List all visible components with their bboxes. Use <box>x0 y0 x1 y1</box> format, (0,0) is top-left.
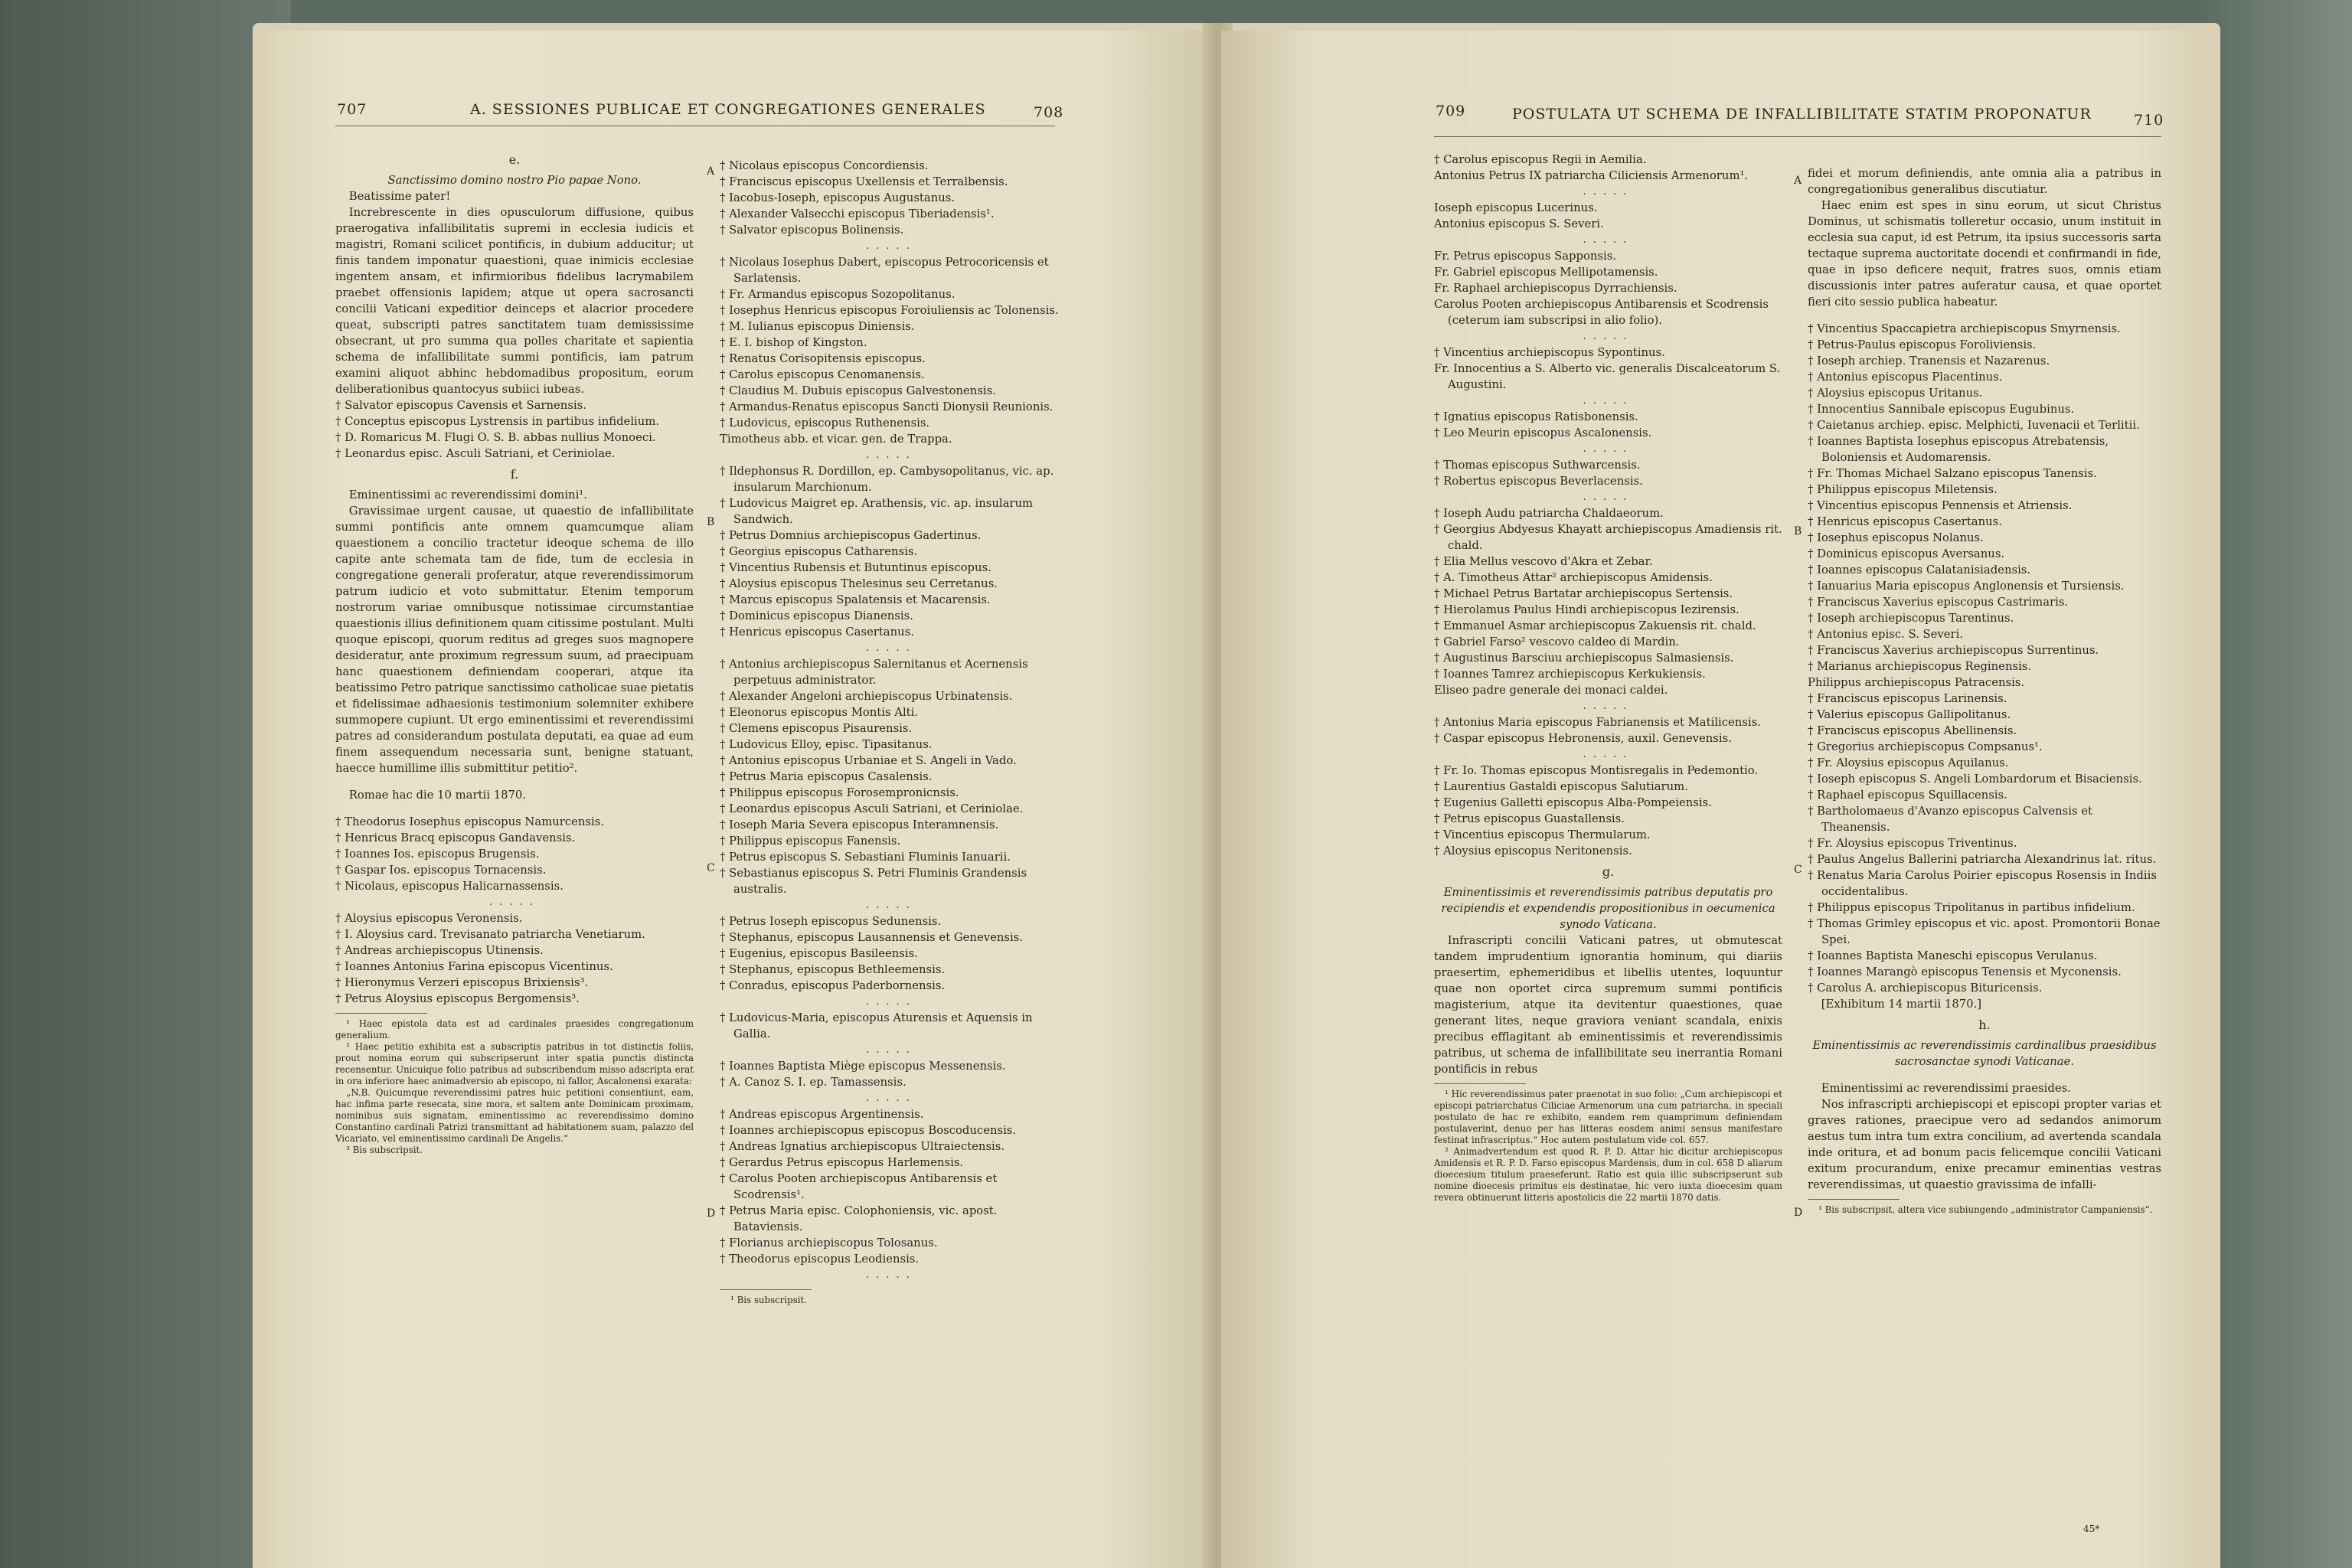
signer: † Ludovicus, episcopus Ruthenensis. <box>720 416 930 430</box>
desk-background-right <box>2207 0 2352 1568</box>
margin-mark: B <box>707 516 715 528</box>
salutation: Eminentissimi ac reverendissimi domini¹. <box>348 488 587 501</box>
signer: Carolus Pooten archiepiscopus Antibarensis et Scodrensis (ceterum iam subscripsi in alio folio). <box>1434 298 1769 327</box>
signer: † Ioseph Audu patriarcha Chaldaeorum. <box>1434 507 1664 520</box>
separator-dots: ..... <box>866 1093 916 1104</box>
signer: † Andreas Ignatius archiepiscopus Ultraiectensis. <box>720 1140 1005 1153</box>
footnote-rule <box>1808 1199 1900 1200</box>
signer: † Leonardus episcopus Asculi Satriani, et Ceriniolae. <box>720 802 1024 815</box>
column-709 <box>1434 152 1782 1204</box>
signer: † Aloysius episcopus Uritanus. <box>1808 387 1983 400</box>
signer: † Henricus episcopus Casertanus. <box>720 626 914 639</box>
separator-dots: ..... <box>1583 234 1634 246</box>
signer: † Florianus archiepiscopus Tolosanus. <box>720 1236 938 1250</box>
signer: † Ioannes episcopus Calatanisiadensis. <box>1808 564 2031 577</box>
signer: † Petrus episcopus S. Sebastiani Fluminis Ianuarii. <box>720 851 1011 864</box>
signer: † Aloysius episcopus Neritonensis. <box>1434 844 1632 858</box>
footnote: ² Animadvertendum est quod R. P. D. Attar hic dicitur archiepiscopus Amidensis et R. P. D. Farso episcopus Mardensis, dum in col. 658 D aliarum dioecesium titulum praeseferunt. Ratio est quia illic subscripserunt sub nomine dioecesis primitus eis destinatae, hic vero iuxta dioecesim quam revera obtinuerunt litteris apostolicis die 22 martii 1870 datis. <box>1434 1146 1782 1203</box>
signer: † Eugenius Galletti episcopus Alba-Pompeiensis. <box>1434 796 1712 809</box>
footnote: „N.B. Quicumque reverendissimi patres huic petitioni consentiunt, eam, hac infima parte resecata, sine mora, et saltem ante Dominicam proximam, nominibus suis signatam, eminentissimo ac reverendissimo domino Constantino cardinali Patrizi transmittant ad habitationem suam, palazzo del Vicariato, vel eminentissimo cardinali De Angelis.“ <box>335 1087 694 1144</box>
signer: † M. Iulianus episcopus Diniensis. <box>720 320 915 333</box>
signer: † E. I. bishop of Kingston. <box>720 336 867 349</box>
signer: † Valerius episcopus Gallipolitanus. <box>1808 708 2011 721</box>
signer: † Conceptus episcopus Lystrensis in partibus infidelium. <box>335 415 660 428</box>
separator-dots: ..... <box>1583 443 1634 455</box>
signer: † Iosephus episcopus Nolanus. <box>1808 531 1984 544</box>
signer: † Fr. Thomas Michael Salzano episcopus Tanensis. <box>1808 467 2097 480</box>
signer: † Eleonorus episcopus Montis Alti. <box>720 706 919 719</box>
signer: Antonius Petrus IX patriarcha Ciliciensis Armenorum¹. <box>1434 169 1749 182</box>
signer: † Ioseph archiep. Tranensis et Nazarenus. <box>1808 354 2050 368</box>
open-book <box>253 23 2220 1568</box>
signer: † Bartholomaeus d'Avanzo episcopus Calvensis et Theanensis. <box>1808 805 2092 834</box>
signer: † Caietanus archiep. episc. Melphicti, Iuvenacii et Terlitii. <box>1808 419 2140 432</box>
signer: † Philippus episcopus Forosempronicnsis. <box>720 786 959 799</box>
signer: Timotheus abb. et vicar. gen. de Trappa. <box>720 433 952 446</box>
footnote-rule <box>720 1289 812 1290</box>
signer: † Renatus Corisopitensis episcopus. <box>720 352 926 365</box>
signer: † Petrus episcopus Guastallensis. <box>1434 812 1625 825</box>
signer: † Caspar episcopus Hebronensis, auxil. Genevensis. <box>1434 732 1732 745</box>
signer: † Ioseph Maria Severa episcopus Interamnensis. <box>720 818 999 831</box>
signer: † Vincentius episcopus Pennensis et Atriensis. <box>1808 499 2073 512</box>
margin-mark: D <box>707 1207 716 1220</box>
signer: † Petrus Maria episcopus Casalensis. <box>720 770 933 783</box>
separator-dots: ..... <box>1583 492 1634 503</box>
signer: † Petrus Maria episc. Colophoniensis, vic. apost. Bataviensis. <box>720 1204 998 1233</box>
signer: Fr. Petrus episcopus Sapponsis. <box>1434 250 1617 263</box>
footnote: ³ Bis subscripsit. <box>346 1145 423 1155</box>
left-page-number-outer: 707 <box>337 101 368 118</box>
signer: † Ioannes Baptista Maneschi episcopus Verulanus. <box>1808 949 2098 962</box>
signer: † Nicolaus episcopus Concordiensis. <box>720 159 929 172</box>
signer: † Carolus episcopus Regii in Aemilia. <box>1434 153 1647 166</box>
separator-dots: ..... <box>1583 395 1634 407</box>
signer: † Petrus Domnius archiepiscopus Gadertinus. <box>720 529 982 542</box>
signer: † Ioannes Antonius Farina episcopus Vicentinus. <box>335 960 613 973</box>
signer: † Ignatius episcopus Ratisbonensis. <box>1434 410 1638 423</box>
signer: † Vincentius episcopus Thermularum. <box>1434 828 1651 841</box>
separator-dots: ..... <box>866 1269 916 1281</box>
salutation: Beatissime pater! <box>348 190 451 203</box>
signer: † Franciscus Xaverius archiepiscopus Surrentinus. <box>1808 644 2099 657</box>
signer: † Antonius archiepiscopus Salernitanus et Acernensis perpetuus administrator. <box>720 658 1028 687</box>
signer: † Dominicus episcopus Dianensis. <box>720 609 913 622</box>
separator-dots: ..... <box>866 1044 916 1056</box>
signer: † Henricus Bracq episcopus Gandavensis. <box>335 831 576 844</box>
salutation: Eminentissimi ac reverendissimi praesides. <box>1821 1082 2071 1095</box>
signer: † Petrus-Paulus episcopus Foroliviensis. <box>1808 338 2037 351</box>
signer: † Philippus episcopus Tripolitanus in partibus infidelium. <box>1808 901 2135 914</box>
signer: Philippus archiepiscopus Patracensis. <box>1808 676 2025 689</box>
column-708 <box>720 158 1063 1306</box>
signer: † Eugenius, episcopus Basileensis. <box>720 947 918 960</box>
signer: † Carolus episcopus Cenomanensis. <box>720 368 925 381</box>
signer: † Ioannes Ios. episcopus Brugensis. <box>335 848 540 861</box>
signer: † Iacobus-Ioseph, episcopus Augustanus. <box>720 191 956 204</box>
right-running-title: POSTULATA UT SCHEMA DE INFALLIBILITATE STATIM PROPONATUR <box>1512 106 2092 122</box>
signer: Fr. Gabriel episcopus Mellipotamensis. <box>1434 266 1658 279</box>
date-line: Romae hac die 10 martii 1870. <box>348 789 527 802</box>
signer: † Petrus Ioseph episcopus Sedunensis. <box>720 915 942 928</box>
desk-background-left <box>0 0 291 1568</box>
signer: † Robertus episcopus Beverlacensis. <box>1434 475 1643 488</box>
left-running-title: A. SESSIONES PUBLICAE ET CONGREGATIONES GENERALES <box>470 101 986 118</box>
signer: † Antonius episcopus Urbaniae et S. Angeli in Vado. <box>720 754 1017 767</box>
separator-dots: ..... <box>1583 749 1634 760</box>
signer: † Franciscus episcopus Uxellensis et Terralbensis. <box>720 175 1008 188</box>
signer: † Renatus Maria Carolus Poirier episcopus Rosensis in Indiis occidentalibus. <box>1808 869 2157 898</box>
signer: † Nicolaus, episcopus Halicarnassensis. <box>335 880 564 893</box>
left-page-number-inner: 708 <box>1034 104 1064 121</box>
signer: † Gregorius archiepiscopus Compsanus¹. <box>1808 740 2043 753</box>
signer: † Innocentius Sannibale episcopus Eugubinus. <box>1808 403 2075 416</box>
signer: † Marcus episcopus Spalatensis et Macarensis. <box>720 593 991 606</box>
signer: † Claudius M. Dubuis episcopus Galvestonensis. <box>720 384 996 397</box>
signer: † Philippus episcopus Fanensis. <box>720 835 901 848</box>
petition-paragraph: Haec enim est spes in sinu eorum, ut sicut Christus Dominus, ut schismatis tolleretur occasio, unum instituit in ecclesia sua caput, id est Petrum, ita ipsius successoris sarta tectaque suprema auctoritate docendi et confirmandi in fide, quae in ipso deficere nequit, fratres suos, omnis etiam discussionis inter patres auferatur causa, et quae oportet fieri cito sessio publica habeatur. <box>1808 199 2161 309</box>
signer: † Andreas archiepiscopus Utinensis. <box>335 944 544 957</box>
margin-mark: C <box>707 862 715 874</box>
signer: Fr. Innocentius a S. Alberto vic. generalis Discalceatorum S. Augustini. <box>1434 362 1781 391</box>
signer: † Sebastianus episcopus S. Petri Fluminis Grandensis australis. <box>720 867 1027 896</box>
signer: † Emmanuel Asmar archiepiscopus Zakuensis rit. chald. <box>1434 619 1756 632</box>
signer: † Iosephus Henricus episcopus Foroiuliensis ac Tolonensis. <box>720 304 1059 317</box>
signer: † Ioannes Baptista Iosephus episcopus Atrebatensis, Boloniensis et Audomarensis. <box>1808 435 2109 464</box>
signer: † Carolus Pooten archiepiscopus Antibarensis et Scodrensis¹. <box>720 1172 998 1201</box>
signer: † Raphael episcopus Squillacensis. <box>1808 789 2007 802</box>
column-710 <box>1808 165 2161 1216</box>
signer-list <box>335 397 694 462</box>
signer: † Theodorus Iosephus episcopus Namurcensis. <box>335 815 605 828</box>
signer: † Ludovicus Maigret ep. Arathensis, vic. ap. insularum Sandwich. <box>720 497 1034 526</box>
section-heading-h: h. <box>1978 1018 1991 1032</box>
right-page <box>1221 31 2209 1568</box>
signer: † Vincentius Rubensis et Butuntinus episcopus. <box>720 561 991 574</box>
signer: † Stephanus, episcopus Lausannensis et Genevensis. <box>720 931 1023 944</box>
signer: † Georgius Abdyesus Khayatt archiepiscopus Amadiensis rit. chald. <box>1434 523 1782 552</box>
signer: † Thomas episcopus Suthwarcensis. <box>1434 459 1641 472</box>
signer: † Gaspar Ios. episcopus Tornacensis. <box>335 864 547 877</box>
signer: † Augustinus Barsciuu archiepiscopus Salmasiensis. <box>1434 652 1734 665</box>
signer: † Hierolamus Paulus Hindi archiepiscopus Iezirensis. <box>1434 603 1740 616</box>
signer: † Stephanus, episcopus Bethleemensis. <box>720 963 946 976</box>
signer: † Antonius episc. S. Severi. <box>1808 628 1964 641</box>
signer: † A. Timotheus Attar² archiepiscopus Amidensis. <box>1434 571 1713 584</box>
signer: † Alexander Angeloni archiepiscopus Urbinatensis. <box>720 690 1013 703</box>
signer: † Leo Meurin episcopus Ascalonensis. <box>1434 426 1652 439</box>
petition-paragraph: Gravissimae urgent causae, ut quaestio de infallibilitate summi pontificis ante omnem quamcumque aliam quaestionem a concilio tractetur ideoque schema de illo capite ante schemata tam de fide, tum de ecclesia in congregatione generali proferatur, atque reverendissimorum patrum iudicio et voto submittatur. Etenim temporum nostrorum variae omnibusque notissimae circumstantiae quaestionis illius definitionem quam citissime postulant. Multi quoque episcopi, quorum reditus ad greges suos magnopere desideratur, ante proximum regressum suum, ad praecipuam hanc quaestionem definiendam cooperari, atque ita beatissimo Petro patrique sanctissimo catholicae suae pietatis et fidelissimae adhaesionis testimonium solemniter exhibere summopere cupiunt. Ut ergo eminentissimi et reverendissimi patres ad considerandum postulata deputati, ea quae ad eum finem assequendum necessaria sunt, benigne statuant, haecce humillime illis submittitur petitio². <box>335 505 694 775</box>
right-page-number-inner: 709 <box>1436 103 1466 119</box>
exhibitum-note: [Exhibitum 14 martii 1870.] <box>1821 998 1982 1011</box>
petition-title: Eminentissimis ac reverendissimis cardinalibus praesidibus sacrosanctae synodi Vaticanae. <box>1812 1039 2157 1068</box>
signer: † Fr. Aloysius episcopus Aquilanus. <box>1808 756 2009 769</box>
footnote: ¹ Bis subscripsit, altera vice subiungendo „administrator Campaniensis“. <box>1818 1204 2153 1215</box>
signer: † Georgius episcopus Catharensis. <box>720 545 918 558</box>
signer: † Ioseph episcopus S. Angeli Lombardorum et Bisaciensis. <box>1808 773 2142 786</box>
signer: † Leonardus episc. Asculi Satriani, et Ceriniolae. <box>335 447 616 460</box>
right-page-number-outer: 710 <box>2134 112 2164 129</box>
signer: † Marianus archiepiscopus Reginensis. <box>1808 660 2032 673</box>
footnote-rule <box>335 1013 427 1014</box>
signer: † Paulus Angelus Ballerini patriarcha Alexandrinus lat. ritus. <box>1808 853 2157 866</box>
signer: † Dominicus episcopus Aversanus. <box>1808 547 2005 560</box>
margin-mark: B <box>1794 525 1802 537</box>
margin-mark: C <box>1794 864 1802 876</box>
signer: † Ianuarius Maria episcopus Anglonensis et Tursiensis. <box>1808 580 2125 593</box>
signer: † Aloysius episcopus Thelesinus seu Cerretanus. <box>720 577 998 590</box>
section-heading-e: e. <box>508 152 521 167</box>
separator-dots: ..... <box>866 900 916 911</box>
signer: † Michael Petrus Bartatar archiepiscopus Sertensis. <box>1434 587 1733 600</box>
signer: † Salvator episcopus Bolinensis. <box>720 224 904 237</box>
signer: † Andreas episcopus Argentinensis. <box>720 1108 924 1121</box>
petition-paragraph: Infrascripti concilii Vaticani patres, ut obmutescat tandem imprudentium ignorantia hominum, qui diariis praesertim, ephemeridibus et libellis utentes, loquuntur quae non oportet circa supremum summi pontificis magisterium, atque ita devitentur quaestiones, quae generant lites, neque graviora veniant scandala, enixis precibus efflagitant ab eminentissimis et reverendissimis patribus, ut schema de infallibilitate seu inerrantia Romani pontificis in rebus <box>1434 934 1782 1076</box>
petition-paragraph-continued: fidei et morum definiendis, ante omnia alia a patribus in congregationibus generalibus discutiatur. <box>1808 167 2161 196</box>
signer: † Elia Mellus vescovo d'Akra et Zebar. <box>1434 555 1653 568</box>
signer: † Armandus-Renatus episcopus Sancti Dionysii Reunionis. <box>720 400 1054 413</box>
signer: † Gabriel Farso² vescovo caldeo di Mardin. <box>1434 635 1680 648</box>
signer: † Fr. Armandus episcopus Sozopolitanus. <box>720 288 956 301</box>
signer: † Ioannes archiepiscopus episcopus Boscoducensis. <box>720 1124 1017 1137</box>
addressee: Sanctissimo domino nostro Pio papae Nono. <box>387 174 642 187</box>
separator-dots: ..... <box>866 240 916 252</box>
signer: † Gerardus Petrus episcopus Harlemensis. <box>720 1156 964 1169</box>
signer: † Carolus A. archiepiscopus Bituricensis. <box>1808 982 2043 995</box>
signer: † Petrus Aloysius episcopus Bergomensis³. <box>335 992 580 1005</box>
signer: † Ludovicus Elloy, episc. Tipasitanus. <box>720 738 933 751</box>
separator-dots: ..... <box>866 996 916 1008</box>
signer: † Alexander Valsecchi episcopus Tiberiadensis¹. <box>720 207 995 220</box>
signer: † Aloysius episcopus Veronensis. <box>335 912 523 925</box>
signer: † Vincentius archiepiscopus Sypontinus. <box>1434 346 1665 359</box>
petition-title: Eminentissimis et reverendissimis patribus deputatis pro recipiendis et expendendis propositionibus in oecumenica synodo Vaticana. <box>1441 886 1775 931</box>
signer: † I. Aloysius card. Trevisanato patriarcha Venetiarum. <box>335 928 645 941</box>
signer: † Fr. Aloysius episcopus Triventinus. <box>1808 837 2017 850</box>
signer: † Thomas Grimley episcopus et vic. apost. Promontorii Bonae Spei. <box>1808 917 2161 946</box>
signer: † Henricus episcopus Casertanus. <box>1808 515 2002 528</box>
separator-dots: ..... <box>866 642 916 654</box>
column-707 <box>335 147 694 1156</box>
signer: † Laurentius Gastaldi episcopus Salutiarum. <box>1434 780 1688 793</box>
footnote: ² Haec petitio exhibita est a subscriptis patribus in tot distinctis foliis, prout nomina eorum qui subscripserunt inter spatia punctis distincta recensentur. Unicuique folio patribus ad subscribendum misso adscripta erat in ora inferiore haec animadversio ab episcopo, ni fallor, Ascalonensi exarata: <box>335 1041 694 1086</box>
header-rule <box>1434 136 2161 137</box>
footnote: ¹ Haec epistola data est ad cardinales praesides congregationum generalium. <box>335 1018 694 1040</box>
signer: † Conradus, episcopus Paderbornensis. <box>720 979 946 992</box>
petition-paragraph: Nos infrascripti archiepiscopi et episcopi propter varias et graves rationes, praecipue vero ad sedandos animorum aestus tum intra tum extra concilium, ad avertenda scandala inde oritura, et ad bonum pacis felicemque concilii Vaticani exitum procurandum, enixe precamur eminentias vestras reverendissimas, ut quaestio gravissima de infalli- <box>1808 1098 2161 1191</box>
margin-mark: A <box>707 165 715 178</box>
signer: † Antonius episcopus Placentinus. <box>1808 371 2003 384</box>
signer: † Hieronymus Verzeri episcopus Brixiensis³. <box>335 976 589 989</box>
signer: † Clemens episcopus Pisaurensis. <box>720 722 913 735</box>
signer-list <box>335 814 694 894</box>
footnote: ¹ Hic reverendissimus pater praenotat in suo folio: „Cum archiepiscopi et episcopi patriarchatus Ciliciae Armenorum una cum patriarcha, in speciali postulato de hac re exhibito, eandem rem quamprimum definiendam postulaverint, denuo per has litteras eosdem animi sensus manifestare festinat infrascriptus.“ Hoc autem postulatum vide col. 657. <box>1434 1089 1782 1145</box>
signer: † Fr. Io. Thomas episcopus Montisregalis in Pedemontio. <box>1434 764 1759 777</box>
signer: † Ioannes Baptista Miège episcopus Messenensis. <box>720 1060 1006 1073</box>
separator-dots: ..... <box>1583 186 1634 198</box>
signer: † Ioannes Marangò episcopus Tenensis et Myconensis. <box>1808 965 2122 978</box>
signature-mark: 45* <box>2083 1524 2100 1534</box>
signer-list <box>335 910 694 1007</box>
section-heading-g: g. <box>1602 864 1615 879</box>
margin-mark: D <box>1794 1207 1803 1219</box>
section-heading-f: f. <box>510 467 519 482</box>
signer: † D. Romaricus M. Flugi O. S. B. abbas nullius Monoeci. <box>335 431 656 444</box>
signer: † Vincentius Spaccapietra archiepiscopus Smyrnensis. <box>1808 322 2121 335</box>
signer: † Ioseph archiepiscopus Tarentinus. <box>1808 612 2014 625</box>
signer: Ioseph episcopus Lucerinus. <box>1434 201 1598 214</box>
margin-mark: A <box>1794 175 1802 187</box>
left-page <box>268 31 1214 1568</box>
separator-dots: ..... <box>1583 331 1634 342</box>
signer: † Franciscus episcopus Larinensis. <box>1808 692 2007 705</box>
footnote: ¹ Bis subscripsit. <box>730 1295 808 1305</box>
separator-dots: ..... <box>489 897 540 908</box>
signer: † Ioannes Tamrez archiepiscopus Kerkukiensis. <box>1434 668 1706 681</box>
petition-paragraph: Increbrescente in dies opusculorum diffusione, quibus praerogativa infallibilitatis supremi in ecclesia iudicis et magistri, Romani scilicet pontificis, in dubium adducitur; ut finis tandem imponatur quaestioni, quae inimicis ecclesiae ingentem ansam, et infirmioribus fidelibus lacrymabilem praebet offensionis lapidem; atque ut opera sacrosancti concilii Vaticani expeditior deinceps et alacrior procedere queat, subscripti patres sanctitatem tuam demississime obsecrant, ut pro summa qua polles charitate et sapientia schema de infallibilitate summi pontificis, iam patrum examini aliquot abhinc hebdomadibus propositum, eorum deliberationibus quantocyus subiici iubeas. <box>335 206 694 396</box>
footnote-rule <box>1434 1083 1526 1084</box>
signer: † Franciscus episcopus Abellinensis. <box>1808 724 2017 737</box>
signer: † A. Canoz S. I. ep. Tamassensis. <box>720 1076 906 1089</box>
signer: Eliseo padre generale dei monaci caldei. <box>1434 684 1668 697</box>
separator-dots: ..... <box>1583 701 1634 712</box>
signer: † Salvator episcopus Cavensis et Sarnensis. <box>335 399 586 412</box>
separator-dots: ..... <box>866 449 916 461</box>
signer: Fr. Raphael archiepiscopus Dyrrachiensis. <box>1434 282 1677 295</box>
signer: † Philippus episcopus Miletensis. <box>1808 483 1998 496</box>
signer: Antonius episcopus S. Severi. <box>1434 217 1604 230</box>
signer: † Theodorus episcopus Leodiensis. <box>720 1253 920 1266</box>
signer: † Ildephonsus R. Dordillon, ep. Cambysopolitanus, vic. ap. insularum Marchionum. <box>720 465 1054 494</box>
signer: † Ludovicus-Maria, episcopus Aturensis et Aquensis in Gallia. <box>720 1011 1033 1040</box>
signer: † Antonius Maria episcopus Fabrianensis et Matilicensis. <box>1434 716 1761 729</box>
signer: † Nicolaus Iosephus Dabert, episcopus Petrocoricensis et Sarlatensis. <box>720 256 1049 285</box>
signer: † Franciscus Xaverius episcopus Castrimaris. <box>1808 596 2069 609</box>
